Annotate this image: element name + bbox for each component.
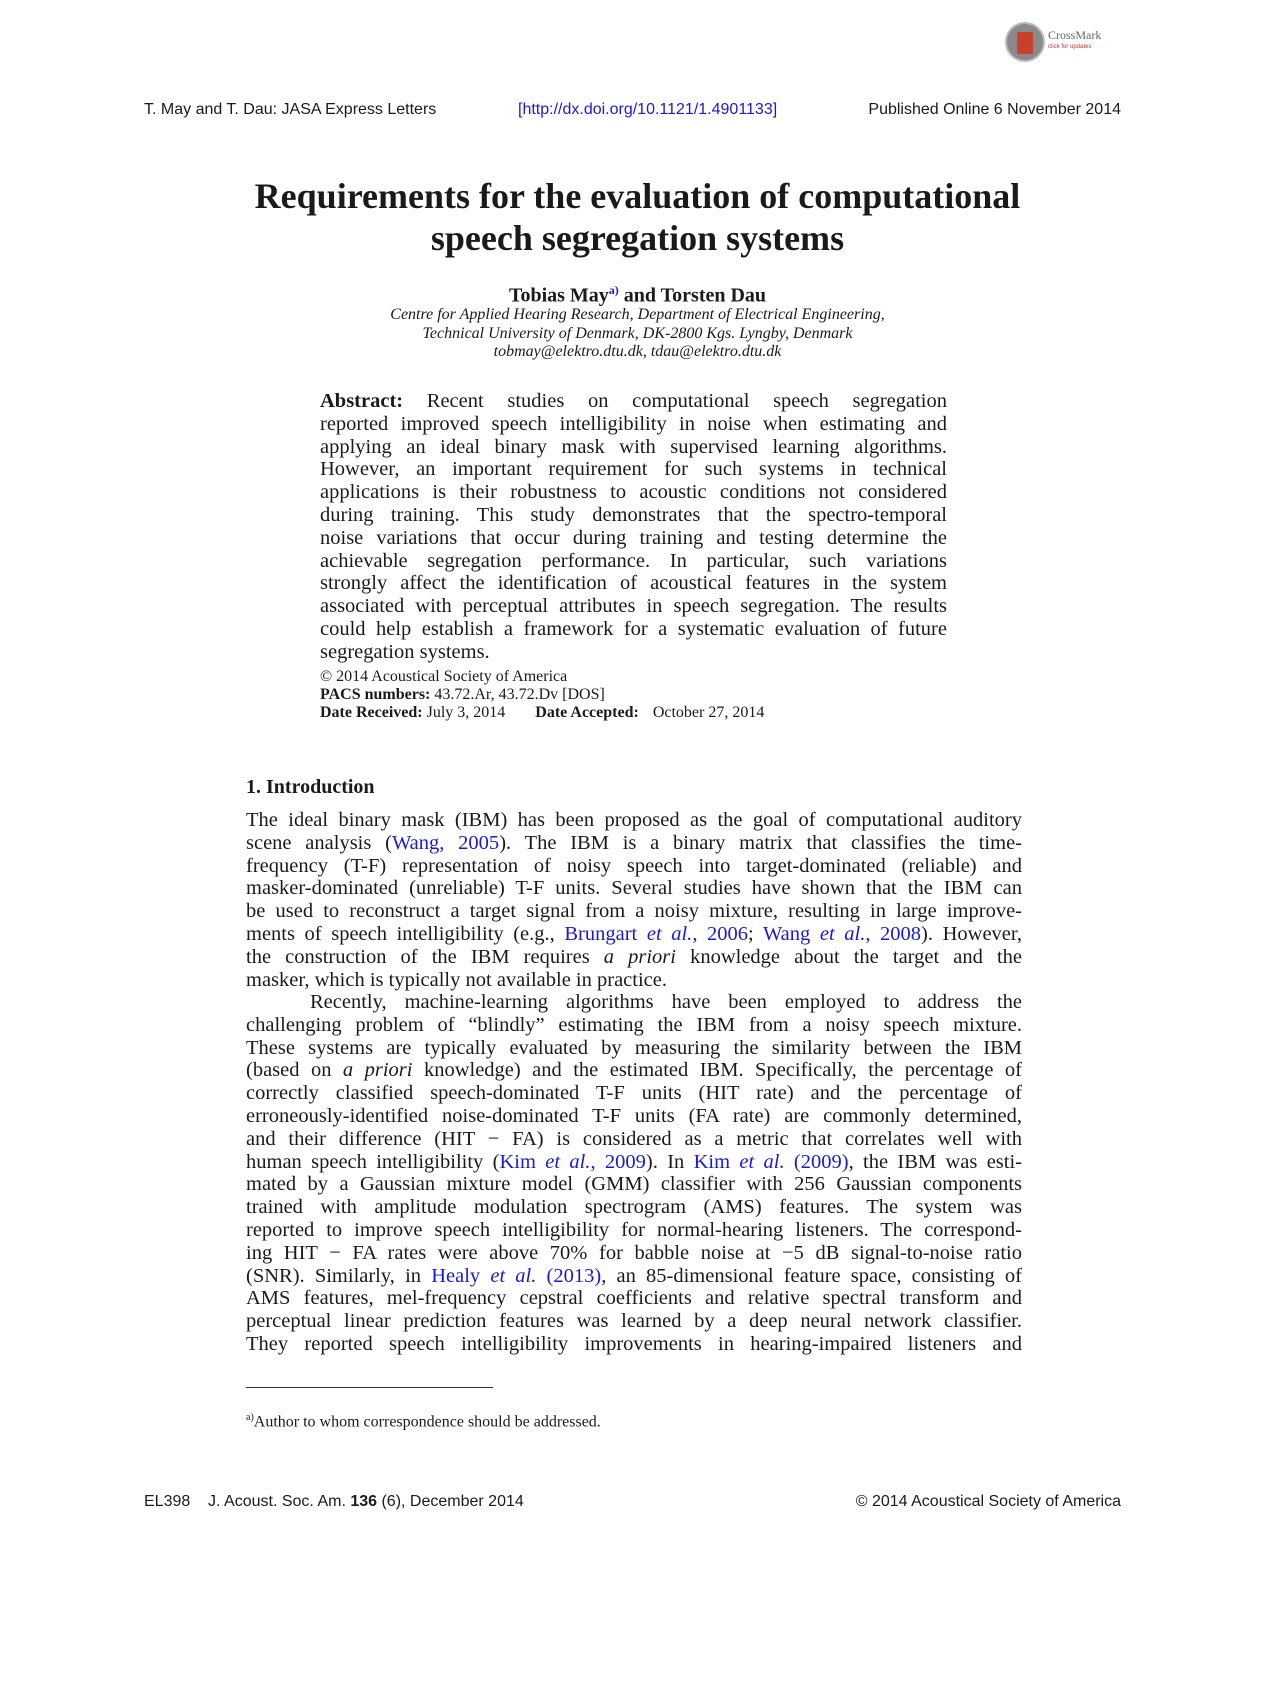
text-line xyxy=(246,1151,1022,1174)
text-line xyxy=(246,1310,1022,1333)
text-line xyxy=(246,946,1022,969)
text-line xyxy=(320,504,947,527)
text-run: ments of speech intelligibility (e.g., xyxy=(246,922,565,945)
text-line xyxy=(246,832,1022,855)
text-line xyxy=(246,923,1022,946)
text-run: frequency (T-F) representation of noisy speech into target-dominated (reliable) and xyxy=(246,854,1022,877)
text-run: during training. This study demonstrates that the spectro-temporal xyxy=(320,503,947,526)
text-run: strongly affect the identification of acoustical features in the system xyxy=(320,572,947,595)
text-run: ; xyxy=(748,922,763,945)
footnote-divider xyxy=(246,1387,493,1388)
section-heading: 1. Introduction xyxy=(246,776,375,798)
text-run: challenging problem of “blindly” estimating the IBM from a noisy speech mixture. xyxy=(246,1013,1022,1036)
citation-link[interactable]: et al. xyxy=(545,1150,591,1173)
article-title xyxy=(0,175,1275,259)
citation-link[interactable]: , 2009 xyxy=(590,1150,646,1173)
published-date: Published Online 6 November 2014 xyxy=(868,101,1121,118)
citation-link[interactable]: (2009) xyxy=(784,1150,849,1173)
affiliation xyxy=(0,306,1275,362)
title-line: Requirements for the evaluation of computational xyxy=(254,176,1021,216)
received-label: Date Received: xyxy=(320,704,423,722)
abstract-label: Abstract: xyxy=(320,390,404,412)
citation-link[interactable]: Wang, 2005 xyxy=(391,831,500,854)
article-meta xyxy=(320,668,764,723)
crossmark-icon[interactable] xyxy=(1005,22,1045,62)
text-line xyxy=(246,1219,1022,1242)
pacs-label: PACS numbers: xyxy=(320,686,431,704)
text-line xyxy=(320,641,947,664)
author-name: and Torsten Dau xyxy=(618,284,767,307)
text-line xyxy=(246,1242,1022,1265)
text-run: noise variations that occur during training and testing determine the xyxy=(320,526,947,549)
citation-link[interactable]: et al. xyxy=(739,1150,785,1173)
text-run: the construction of the IBM requires xyxy=(246,945,604,968)
intro-paragraph-1 xyxy=(246,809,1022,991)
author-name: Tobias May xyxy=(508,284,609,307)
text-run: human speech intelligibility ( xyxy=(246,1150,500,1173)
text-run: erroneously-identified noise-dominated T-F units (FA rate) are commonly determined, xyxy=(246,1104,1022,1127)
text-run: ). The IBM is a binary matrix that classifies the time- xyxy=(499,831,1023,854)
pacs-numbers: 43.72.Ar, 43.72.Dv [DOS] xyxy=(430,686,605,704)
text-run: applying an ideal binary mask with supervised learning algorithms. xyxy=(320,435,947,458)
text-run: (based on xyxy=(246,1059,343,1082)
text-run: could help establish a framework for a systematic evaluation of future xyxy=(320,617,947,640)
text-run: associated with perceptual attributes in speech segregation. The results xyxy=(320,595,947,618)
text-line xyxy=(246,1059,1022,1082)
text-line xyxy=(246,855,1022,878)
citation-link[interactable]: Brungart xyxy=(564,922,647,945)
italic-text: a priori xyxy=(342,1059,413,1082)
italic-text: a priori xyxy=(603,945,676,968)
text-run: , an 85-dimensional feature space, consisting of xyxy=(601,1264,1023,1287)
text-line xyxy=(320,618,947,641)
text-line xyxy=(320,527,947,550)
text-line xyxy=(246,1105,1022,1128)
citation-link[interactable]: Wang xyxy=(762,922,820,945)
citation-link[interactable]: Healy xyxy=(431,1264,491,1287)
text-run: Recent studies on computational speech segregation xyxy=(403,390,947,412)
text-line xyxy=(320,458,947,481)
text-run: applications is their robustness to acoustic conditions not considered xyxy=(320,481,947,504)
text-line xyxy=(246,991,1022,1014)
text-run: (SNR). Similarly, in xyxy=(246,1264,432,1287)
running-header-authors: T. May and T. Dau: JASA Express Letters xyxy=(144,101,437,118)
text-run: These systems are typically evaluated by measuring the similarity between the IBM xyxy=(246,1036,1022,1059)
footer-copyright: © 2014 Acoustical Society of America xyxy=(855,1493,1121,1510)
text-run: ). However, xyxy=(921,922,1023,945)
text-line xyxy=(320,572,947,595)
citation-link[interactable]: , 2008 xyxy=(865,922,922,945)
title-line: speech segregation systems xyxy=(430,218,845,258)
text-line xyxy=(246,969,1022,992)
text-line xyxy=(320,413,947,436)
text-run: knowledge about the target and the xyxy=(675,945,1022,968)
author-emails: tobmay@elektro.dtu.dk, tdau@elektro.dtu.dk xyxy=(493,343,782,360)
citation-link[interactable]: et al. xyxy=(490,1264,537,1287)
text-line xyxy=(320,595,947,618)
text-run: segregation systems. xyxy=(320,640,490,663)
authors xyxy=(0,283,1275,308)
text-run: reported improved speech intelligibility in noise when estimating and xyxy=(320,412,947,435)
crossmark-label[interactable]: CrossMark xyxy=(1048,28,1102,42)
text-line xyxy=(246,900,1022,923)
citation-link[interactable]: Kim xyxy=(499,1150,546,1173)
author-footnote-link[interactable]: a) xyxy=(608,283,619,297)
crossmark-sub[interactable]: click for updates xyxy=(1048,44,1092,50)
received-date: July 3, 2014 xyxy=(422,704,506,722)
text-line xyxy=(246,1196,1022,1219)
text-run: knowledge) and the estimated IBM. Specifically, the percentage of xyxy=(412,1059,1022,1082)
citation-link[interactable]: Kim xyxy=(693,1150,740,1173)
footnote-text: Author to whom correspondence should be addressed. xyxy=(253,1413,601,1431)
text-run: , the IBM was esti- xyxy=(848,1150,1022,1173)
text-run: correctly classified speech-dominated T-F units (HIT rate) and the percentage of xyxy=(246,1082,1022,1105)
text-run: ing HIT − FA rates were above 70% for babble noise at −5 dB signal-to-noise ratio xyxy=(246,1241,1022,1264)
citation-link[interactable]: , 2006 xyxy=(692,922,749,945)
text-run: trained with amplitude modulation spectrogram (AMS) features. The system was xyxy=(246,1196,1022,1219)
accepted-date: October 27, 2014 xyxy=(652,704,765,722)
footnote-marker: a) xyxy=(246,1412,254,1423)
abstract xyxy=(320,390,947,664)
text-run: achievable segregation performance. In particular, such variations xyxy=(320,549,947,572)
text-line xyxy=(246,1128,1022,1151)
text-run: scene analysis ( xyxy=(246,831,392,854)
text-line xyxy=(246,1287,1022,1310)
volume: 136 xyxy=(350,1493,378,1510)
text-run: AMS features, mel-frequency cepstral coefficients and relative spectral transform and xyxy=(246,1287,1022,1310)
text-line xyxy=(246,1014,1022,1037)
citation-text: (6), December 2014 xyxy=(377,1493,524,1510)
affiliation-line: Centre for Applied Hearing Research, Department of Electrical Engineering, xyxy=(390,306,885,323)
text-run: However, an important requirement for such systems in technical xyxy=(320,458,947,481)
text-run: The ideal binary mask (IBM) has been proposed as the goal of computational auditory xyxy=(246,809,1022,831)
citation-text: EL398 J. Acoust. Soc. Am. xyxy=(144,1493,351,1510)
text-line xyxy=(246,809,1022,832)
accepted-label: Date Accepted: xyxy=(535,704,639,722)
text-run: mated by a Gaussian mixture model (GMM) classifier with 256 Gaussian components xyxy=(246,1173,1022,1196)
journal-citation xyxy=(144,1493,524,1511)
text-line xyxy=(246,1333,1022,1356)
text-run: masker-dominated (unreliable) T-F units. Several studies have shown that the IBM can xyxy=(246,877,1022,900)
text-line xyxy=(246,1173,1022,1196)
text-line xyxy=(320,481,947,504)
text-run: and their difference (HIT − FA) is considered as a metric that correlates well with xyxy=(246,1127,1022,1150)
text-line xyxy=(320,436,947,459)
footnote xyxy=(246,1412,601,1431)
copyright: © 2014 Acoustical Society of America xyxy=(320,668,568,685)
text-line xyxy=(246,1265,1022,1288)
text-line xyxy=(246,877,1022,900)
citation-link[interactable]: et al. xyxy=(646,922,693,945)
citation-link[interactable]: (2013) xyxy=(536,1264,602,1287)
affiliation-line: Technical University of Denmark, DK-2800 Kgs. Lyngby, Denmark xyxy=(422,324,853,342)
citation-link[interactable]: et al. xyxy=(819,922,866,945)
text-run: ). In xyxy=(645,1150,694,1173)
text-line xyxy=(246,1037,1022,1060)
text-run: They reported speech intelligibility improvements in hearing-impaired listeners and xyxy=(246,1332,1022,1355)
doi-link[interactable]: [http://dx.doi.org/10.1121/1.4901133] xyxy=(518,101,778,118)
text-line xyxy=(246,1082,1022,1105)
text-line xyxy=(320,390,947,413)
intro-paragraph-2 xyxy=(246,991,1022,1356)
text-run: perceptual linear prediction features was learned by a deep neural network classifier. xyxy=(246,1310,1022,1333)
text-run: reported to improve speech intelligibility for normal-hearing listeners. The correspond- xyxy=(246,1218,1022,1241)
text-run: masker, which is typically not available in practice. xyxy=(246,968,667,991)
text-run: be used to reconstruct a target signal from a noisy mixture, resulting in large improve- xyxy=(246,900,1022,923)
text-line xyxy=(320,550,947,573)
text-run: Recently, machine-learning algorithms have been employed to address the xyxy=(310,991,1022,1013)
